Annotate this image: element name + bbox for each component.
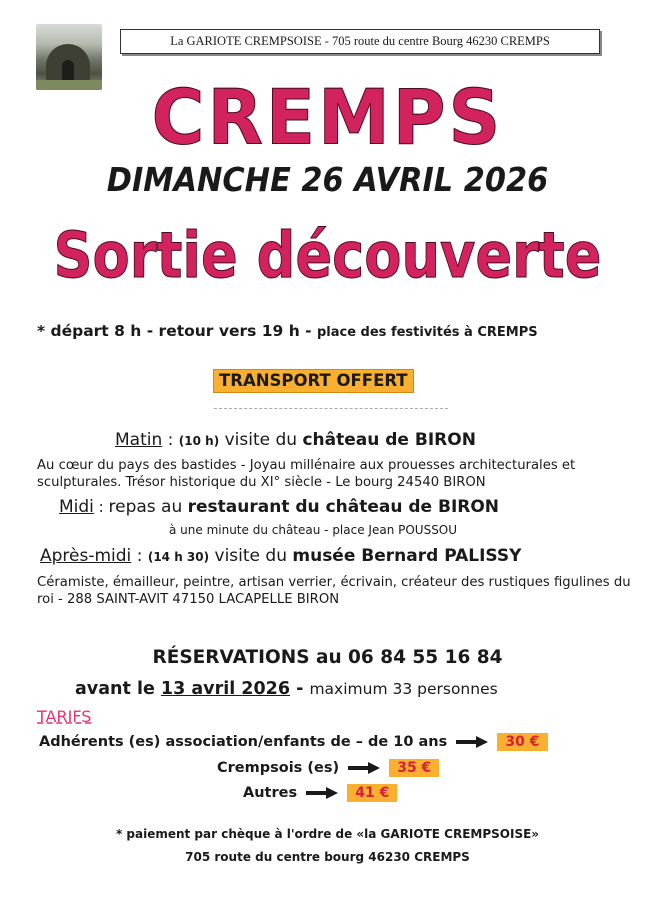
deadline-prefix: avant le: [75, 679, 161, 699]
departure-place: place des festivités à CREMPS: [316, 325, 538, 340]
reservation-phone: RÉSERVATIONS au 06 84 55 16 84: [152, 647, 503, 668]
page-title: CREMPS: [151, 72, 504, 162]
tarif-label: Autres: [243, 785, 298, 801]
matin-time: (10 h): [178, 434, 220, 448]
arrow-right-icon: [348, 762, 380, 774]
midi-description: à une minute du château - place Jean POUSSOU: [169, 523, 458, 537]
program-matin: [115, 430, 476, 450]
event-date: DIMANCHE 26 AVRIL 2026: [106, 160, 549, 199]
max-participants: maximum 33 personnes: [309, 680, 498, 698]
tarifs-label: TARIFS: [37, 707, 92, 726]
arrow-right-icon: [306, 787, 338, 799]
event-subtitle: Sortie découverte: [53, 219, 602, 292]
program-midi: [59, 497, 499, 517]
apres-midi-label: Après-midi: [40, 546, 132, 566]
payment-note: * paiement par chèque à l'ordre de «la GARIOTE CREMPSOISE»: [115, 827, 540, 841]
matin-description: Au cœur du pays des bastides - Joyau millénaire aux prouesses architecturales et sculpturales. Trésor historique du XI° siècle - Le bourg 24540 BIRON: [37, 458, 576, 490]
reservation-deadline: [75, 679, 498, 699]
apres-midi-place: musée Bernard PALISSY: [292, 546, 522, 566]
transport-badge: TRANSPORT OFFERT: [213, 369, 414, 393]
matin-place: château de BIRON: [302, 430, 476, 450]
tarif-label: Crempsois (es): [217, 760, 340, 776]
departure-times: * départ 8 h - retour vers 19 h -: [37, 322, 312, 340]
midi-label: Midi: [59, 497, 94, 517]
midi-place: restaurant du château de BIRON: [187, 497, 500, 517]
departure-line: [37, 322, 538, 340]
matin-label: Matin: [115, 430, 163, 450]
midi-text: repas au: [108, 497, 188, 517]
tarif-price: 41 €: [347, 784, 397, 802]
arrow-right-icon: [456, 736, 488, 748]
matin-text: visite du: [219, 430, 303, 450]
tarif-row: [243, 784, 397, 802]
tarif-row: [39, 733, 548, 751]
tarif-label: Adhérents (es) association/enfants de – de 10 ans: [39, 734, 448, 750]
program-apres-midi: [40, 546, 521, 566]
tarif-row: [217, 759, 439, 777]
apres-midi-colon: :: [131, 546, 148, 566]
footer-address: 705 route du centre bourg 46230 CREMPS: [185, 850, 470, 864]
association-address-box: La GARIOTE CREMPSOISE - 705 route du centre Bourg 46230 CREMPS: [120, 29, 600, 54]
apres-midi-description: Céramiste, émailleur, peintre, artisan verrier, écrivain, créateur des rustiques figulines du roi - 288 SAINT-AVIT 47150 LACAPELLE BIRON: [37, 575, 631, 607]
deadline-date: 13 avril 2026: [160, 679, 290, 699]
deadline-dash: -: [290, 679, 310, 699]
matin-colon: :: [162, 430, 179, 450]
midi-colon: :: [93, 498, 109, 516]
apres-midi-text: visite du: [209, 546, 293, 566]
separator-line: [214, 408, 448, 409]
apres-midi-time: (14 h 30): [147, 550, 210, 564]
tarif-price: 35 €: [389, 759, 439, 777]
tarif-price: 30 €: [497, 733, 547, 751]
